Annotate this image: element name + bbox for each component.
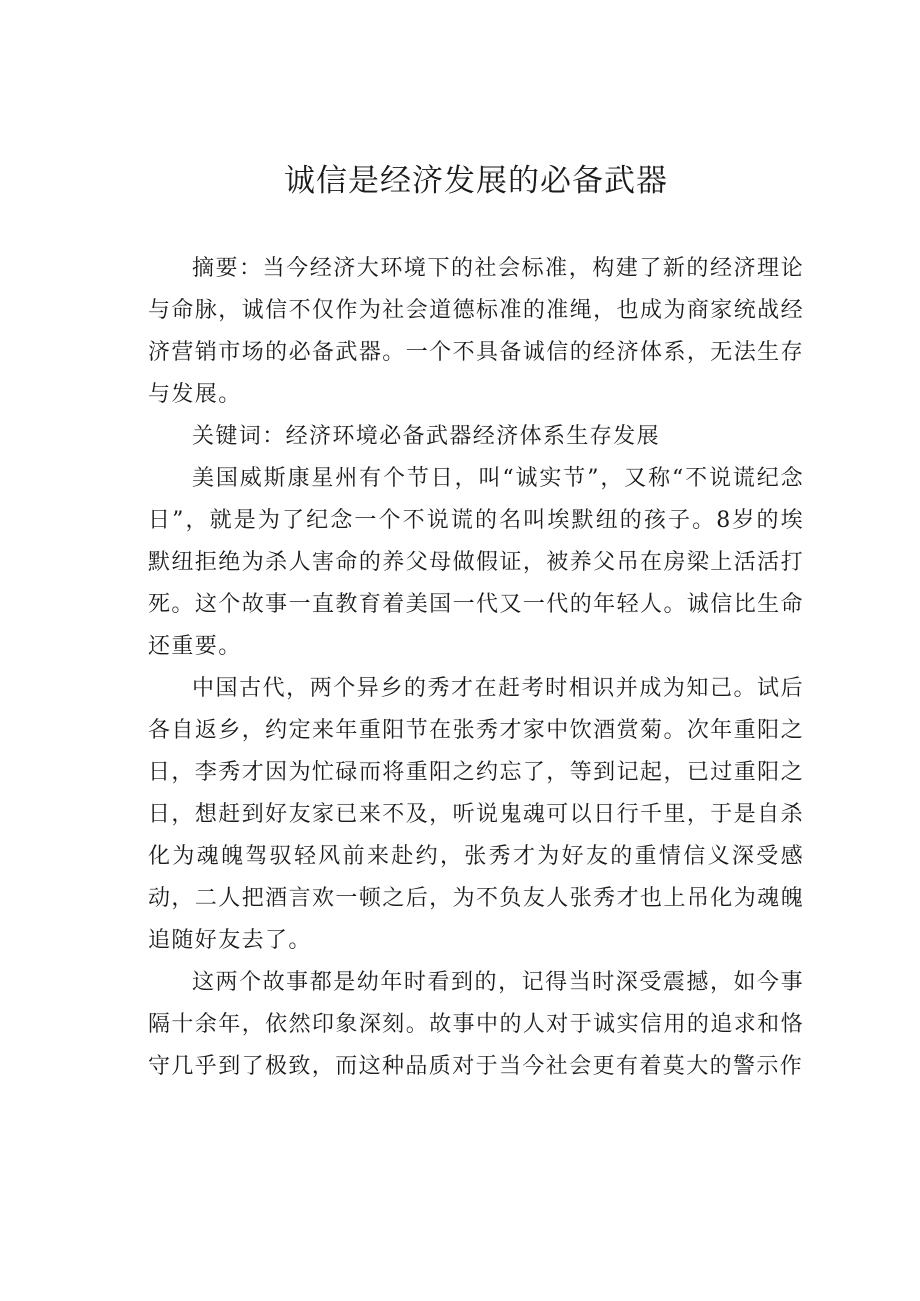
body-paragraph-3: 这两个故事都是幼年时看到的，记得当时深受震撼，如今事隔十余年，依然印象深刻。故事中的人对于诚实信用的追求和恪守几乎到了极致，而这种品质对于当今社会更有着莫大的警示作 — [148, 970, 804, 1079]
document-title: 诚信是经济发展的必备武器 — [284, 163, 668, 199]
document-page — [148, 150, 804, 1088]
keywords-paragraph: 关键词：经济环境必备武器经济体系生存发展 — [192, 424, 661, 449]
body-paragraph-2: 中国古代，两个异乡的秀才在赶考时相识并成为知己。试后各自返乡，约定来年重阳节在张秀才家中饮酒赏菊。次年重阳之日，李秀才因为忙碌而将重阳之约忘了，等到记起，已过重阳之日，想赶到好友家已来不及，听说鬼魂可以日行千里，于是自杀化为魂魄驾驭轻风前来赴约，张秀才为好友的重情信义深受感动，二人把酒言欢一顿之后，为不负友人张秀才也上吊化为魂魄追随好友去了。 — [148, 676, 804, 953]
body-paragraph-1: 美国威斯康星州有个节日，叫“诚实节”，又称“不说谎纪念日”，就是为了纪念一个不说谎的名叫埃默纽的孩子。8岁的埃默纽拒绝为杀人害命的养父母做假证，被养父吊在房梁上活活打死。这个故事一直教育着美国一代又一代的年轻人。诚信比生命还重要。 — [148, 466, 804, 659]
abstract-paragraph: 摘要：当今经济大环境下的社会标准，构建了新的经济理论与命脉，诚信不仅作为社会道德标准的准绳，也成为商家统战经济营销市场的必备武器。一个不具备诚信的经济体系，无法生存与发展。 — [148, 256, 804, 407]
